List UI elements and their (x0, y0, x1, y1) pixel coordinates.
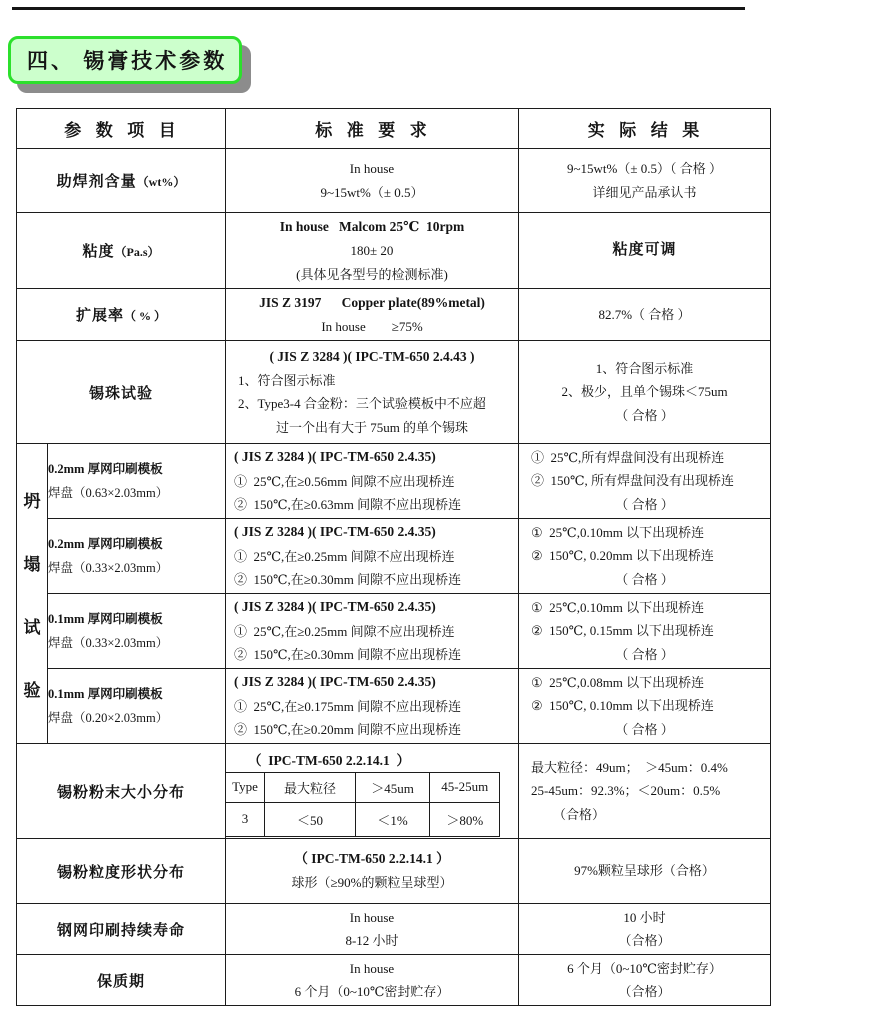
collapse-sub-label-cell (48, 594, 226, 669)
std-line: 1、符合图示标准 (238, 373, 336, 389)
collapse-sub-label-cell (48, 519, 226, 594)
std-line: ② 150℃,在≥0.20mm 间隙不应出现桥连 (234, 722, 462, 738)
shelf-life-result-cell (519, 955, 771, 1006)
viscosity-label: 粘度 (82, 244, 115, 260)
vertical-char: 试 (23, 617, 41, 637)
std-line: In house (349, 960, 395, 976)
result-line: ② 150℃, 所有焊盘间没有出现桥连 (531, 473, 735, 489)
vertical-char: 坍 (23, 491, 41, 511)
result-line: 10 小时 (623, 909, 666, 925)
table-row (17, 669, 771, 744)
solder-ball-label: 锡珠试验 (88, 385, 153, 402)
result-line: ① 25℃,0.08mm 以下出现桥连 (531, 674, 705, 690)
stencil-life-standard-cell (226, 904, 519, 955)
std-line: ② 150℃,在≥0.30mm 间隙不应出现桥连 (234, 572, 462, 588)
result-line: （ 合格 ） (615, 571, 674, 587)
std-line: ① 25℃,在≥0.56mm 间隙不应出现桥连 (234, 473, 455, 489)
section-title: 四、 锡膏技术参数 (27, 49, 228, 73)
powder-size-label: 锡粉粉末大小分布 (56, 784, 185, 801)
collapse-result-cell (519, 444, 771, 519)
collapse-standard-cell (226, 594, 519, 669)
spread-label: 扩展率 (75, 308, 124, 324)
vertical-char: 验 (23, 680, 41, 700)
powder-shape-result-cell (519, 839, 771, 904)
collapse-result-cell (519, 669, 771, 744)
stencil-life-label-cell (17, 904, 226, 955)
table-row (17, 744, 771, 839)
collapse-result-cell (519, 519, 771, 594)
inner-col-45-25: 45-25um (430, 773, 500, 803)
table-row (17, 904, 771, 955)
viscosity-label-cell (17, 213, 226, 289)
spread-label-cell (17, 289, 226, 341)
result-line: （合格） (618, 933, 671, 948)
result-line: （ 合格 ） (615, 646, 674, 662)
collapse-group-label (17, 449, 47, 739)
sub-label-head: 0.2mm 厚网印刷模板 (48, 461, 163, 476)
table-row (17, 519, 771, 594)
result-line: 97%颗粒呈球形（合格） (574, 863, 715, 879)
std-line: 8-12 小时 (345, 933, 399, 948)
powder-shape-label-cell (17, 839, 226, 904)
powder-size-inner-table (226, 773, 500, 837)
inner-value-type: 3 (226, 802, 265, 836)
result-line: （ 合格 ） (615, 721, 674, 737)
inner-col-gt45: ＞45um (356, 773, 430, 803)
result-line: ① 25℃,0.10mm 以下出现桥连 (531, 524, 705, 540)
std-line: ( JIS Z 3284 )( IPC-TM-650 2.4.35) (234, 449, 436, 465)
std-line: 9~15wt%（± 0.5） (320, 184, 424, 200)
std-line: 180± 20 (350, 243, 394, 259)
result-line: 详细见产品承认书 (592, 184, 697, 200)
table-row (17, 955, 771, 1006)
std-line: In house (349, 161, 395, 177)
std-line: ② 150℃,在≥0.63mm 间隙不应出现桥连 (234, 497, 462, 513)
table-row (17, 444, 771, 519)
sub-label-head: 0.1mm 厚网印刷模板 (48, 611, 163, 626)
viscosity-unit-note: （Pa.s） (114, 245, 160, 259)
shelf-life-label-cell (17, 955, 226, 1006)
col-header-param: 参 数 项 目 (17, 109, 226, 149)
spread-unit-note: （ % ） (124, 309, 167, 323)
table-row (17, 289, 771, 341)
top-horizontal-rule (12, 7, 745, 10)
result-line: 25-45um：92.3%；＜20um：0.5% (531, 783, 721, 799)
sub-label-head: 0.1mm 厚网印刷模板 (48, 686, 163, 701)
result-line: 2、极少，且单个锡珠＜75um (561, 384, 728, 400)
inner-value-maxsize: ＜50 (265, 802, 356, 836)
sub-label-sub: 焊盘（0.33×2.03mm） (48, 561, 169, 575)
std-line: ① 25℃,在≥0.25mm 间隙不应出现桥连 (234, 548, 455, 564)
flux-label-cell (17, 149, 226, 213)
sub-label-sub: 焊盘（0.33×2.03mm） (48, 636, 169, 650)
inner-col-type: Type (226, 773, 265, 803)
std-line: ( JIS Z 3284 )( IPC-TM-650 2.4.35) (234, 674, 436, 690)
stencil-life-result-cell (519, 904, 771, 955)
std-line: 2、Type3-4 合金粉：三个试验模板中不应超 (238, 396, 486, 412)
solder-ball-standard-cell (226, 341, 519, 444)
viscosity-result-cell (519, 213, 771, 289)
vertical-char: 塌 (23, 554, 41, 574)
result-line: 82.7%（ 合格 ） (598, 306, 691, 322)
std-line: In house ≥75% (321, 318, 423, 334)
flux-unit-note: （wt%） (136, 175, 186, 189)
section-title-box (8, 36, 242, 84)
col-header-standard: 标 准 要 求 (226, 109, 519, 149)
flux-standard-cell (226, 149, 519, 213)
result-line: ① 25℃,0.10mm 以下出现桥连 (531, 599, 705, 615)
result-line: 6 个月（0~10℃密封贮存） (567, 960, 722, 976)
table-row (17, 341, 771, 444)
std-line: 过一个出有大于 75um 的单个锡珠 (275, 419, 469, 435)
powder-size-standard-box (226, 746, 500, 837)
solder-ball-label-cell (17, 341, 226, 444)
shelf-life-standard-cell (226, 955, 519, 1006)
powder-shape-label: 锡粉粒度形状分布 (56, 864, 185, 881)
result-line: 1、符合图示标准 (595, 360, 694, 376)
result-line: 最大粒径：49um； ＞45um：0.4% (531, 759, 728, 775)
spread-standard-cell (226, 289, 519, 341)
powder-size-result-cell (519, 744, 771, 839)
std-line: 球形（≥90%的颗粒呈球型） (291, 875, 453, 891)
stencil-life-label: 钢网印刷持续寿命 (56, 922, 185, 939)
flux-result-cell (519, 149, 771, 213)
parameters-table (16, 108, 771, 1006)
spread-result-cell (519, 289, 771, 341)
powder-size-standard-note: （ IPC-TM-650 2.2.14.1 ） (226, 746, 500, 773)
table-row (17, 594, 771, 669)
inner-header-row (226, 773, 500, 803)
result-line: ② 150℃, 0.10mm 以下出现桥连 (531, 698, 714, 714)
std-line: ① 25℃,在≥0.25mm 间隙不应出现桥连 (234, 623, 455, 639)
std-line: （ IPC-TM-650 2.2.14.1 ） (294, 851, 450, 867)
result-line: （ 合格 ） (615, 496, 674, 512)
sub-label-sub: 焊盘（0.20×2.03mm） (48, 711, 169, 725)
std-line: 6 个月（0~10℃密封贮存） (294, 984, 450, 999)
shelf-life-label: 保质期 (96, 973, 145, 990)
std-line: ( JIS Z 3284 )( IPC-TM-650 2.4.35) (234, 524, 436, 540)
std-line: ( JIS Z 3284 )( IPC-TM-650 2.4.43 ) (269, 348, 475, 364)
collapse-result-cell (519, 594, 771, 669)
result-line: 粘度可调 (612, 242, 677, 258)
result-line: ② 150℃, 0.20mm 以下出现桥连 (531, 548, 714, 564)
std-line: ① 25℃,在≥0.175mm 间隙不应出现桥连 (234, 698, 462, 714)
powder-shape-standard-cell (226, 839, 519, 904)
std-line: ② 150℃,在≥0.30mm 间隙不应出现桥连 (234, 647, 462, 663)
collapse-standard-cell (226, 669, 519, 744)
powder-size-label-cell (17, 744, 226, 839)
result-line: ② 150℃, 0.15mm 以下出现桥连 (531, 623, 714, 639)
col-header-result: 实 际 结 果 (519, 109, 771, 149)
viscosity-standard-cell (226, 213, 519, 289)
std-line: ( JIS Z 3284 )( IPC-TM-650 2.4.35) (234, 599, 436, 615)
inner-col-maxsize: 最大粒径 (265, 773, 356, 803)
result-line: （合格） (618, 984, 671, 999)
collapse-group-label-cell (17, 444, 48, 744)
table-header-row (17, 109, 771, 149)
inner-value-gt45: ＜1% (356, 802, 430, 836)
result-line: 9~15wt%（± 0.5）（ 合格 ） (567, 161, 722, 177)
table-row (17, 149, 771, 213)
std-line: JIS Z 3197 Copper plate(89%metal) (259, 294, 485, 310)
result-line: （合格） (553, 806, 606, 822)
result-line: ① 25℃,所有焊盘间没有出现桥连 (531, 449, 725, 465)
collapse-sub-label-cell (48, 669, 226, 744)
sub-label-head: 0.2mm 厚网印刷模板 (48, 536, 163, 551)
sub-label-sub: 焊盘（0.63×2.03mm） (48, 486, 169, 500)
collapse-standard-cell (226, 519, 519, 594)
result-line: （ 合格 ） (615, 407, 674, 423)
collapse-standard-cell (226, 444, 519, 519)
std-line: (具体见各型号的检测标准) (296, 266, 448, 282)
inner-value-45-25: ＞80% (430, 802, 500, 836)
inner-value-row (226, 802, 500, 836)
table-row (17, 839, 771, 904)
table-row (17, 213, 771, 289)
std-line: In house (349, 909, 395, 925)
powder-size-standard-cell (226, 744, 519, 839)
collapse-sub-label-cell (48, 444, 226, 519)
std-line: In house Malcom 25℃ 10rpm (279, 218, 465, 234)
solder-ball-result-cell (519, 341, 771, 444)
flux-label: 助焊剂含量 (56, 174, 137, 190)
